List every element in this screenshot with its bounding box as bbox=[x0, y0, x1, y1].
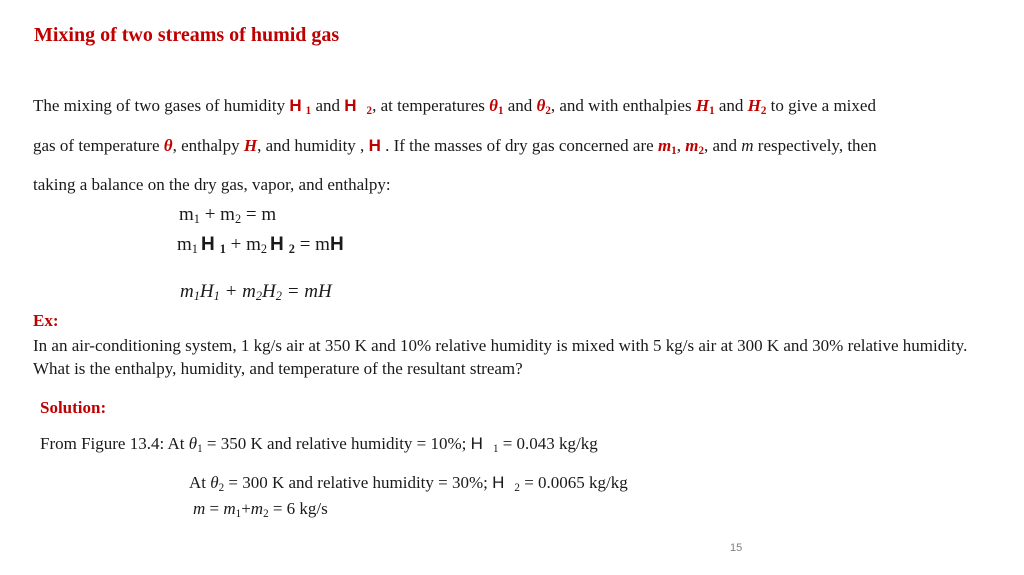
subscript: 2 bbox=[260, 242, 268, 257]
subscript: 2 bbox=[288, 242, 295, 257]
humidity-symbol: H bbox=[368, 136, 381, 155]
text: = m bbox=[294, 234, 330, 255]
solution-label: Solution: bbox=[40, 398, 107, 417]
text: and bbox=[311, 96, 345, 115]
text: , at temperatures bbox=[372, 96, 490, 115]
enthalpy-symbol: H bbox=[243, 136, 258, 155]
temperature-symbol: θ bbox=[188, 434, 198, 453]
subscript: 1 bbox=[213, 289, 220, 304]
enthalpy-symbol: H bbox=[747, 96, 761, 115]
subscript: 1 bbox=[197, 442, 203, 455]
text: = mH bbox=[281, 281, 332, 302]
mass-symbol: m bbox=[657, 136, 672, 155]
subscript: 1 bbox=[193, 212, 200, 227]
example-label: Ex: bbox=[33, 311, 59, 330]
intro-line-1 bbox=[33, 96, 876, 116]
subscript: 1 bbox=[671, 144, 677, 157]
subscript: 1 bbox=[497, 104, 504, 117]
humidity-symbol: H bbox=[329, 234, 344, 255]
humidity-symbol: H bbox=[470, 434, 483, 453]
mass-symbol: m bbox=[250, 499, 264, 518]
subscript: 1 bbox=[305, 104, 312, 117]
temperature-symbol: θ bbox=[163, 136, 173, 155]
solution-line-3 bbox=[193, 499, 328, 519]
equation-enthalpy-balance bbox=[180, 281, 332, 303]
text: = bbox=[205, 499, 224, 518]
humidity-symbol: H bbox=[344, 96, 357, 115]
subscript: 2 bbox=[545, 104, 551, 117]
text: = m bbox=[241, 204, 277, 225]
text: . If the masses of dry gas concerned are bbox=[380, 136, 658, 155]
text: = 0.0065 kg/kg bbox=[519, 473, 628, 492]
equation-mass-balance bbox=[179, 204, 276, 226]
text: m bbox=[180, 281, 194, 302]
text: respectively, then bbox=[753, 136, 877, 155]
intro-line-3: taking a balance on the dry gas, vapor, and enthalpy: bbox=[33, 175, 391, 194]
solution-line-1 bbox=[40, 434, 598, 454]
text: and bbox=[503, 96, 537, 115]
subscript: 2 bbox=[366, 104, 373, 117]
humidity-symbol: H bbox=[270, 234, 284, 255]
subscript: 2 bbox=[234, 212, 242, 227]
subscript: 2 bbox=[218, 481, 225, 494]
subscript: 2 bbox=[760, 104, 767, 117]
mass-symbol: m bbox=[685, 136, 699, 155]
text: , and bbox=[703, 136, 742, 155]
text: = 350 K and relative humidity = 10%; bbox=[202, 434, 471, 453]
humidity-symbol: H bbox=[289, 96, 302, 115]
enthalpy-symbol: H bbox=[199, 281, 214, 302]
text: , and with enthalpies bbox=[550, 96, 696, 115]
text: = 0.043 kg/kg bbox=[498, 434, 598, 453]
text: + m bbox=[199, 204, 235, 225]
text: , and humidity , bbox=[257, 136, 369, 155]
example-text: In an air-conditioning system, 1 kg/s air at 350 K and 10% relative humidity is mixed with 5 kg/s air at 300 K and 30% relative humidity. What is the enthalpy, humidity, and temperature of the resultant stream? bbox=[33, 336, 968, 378]
enthalpy-symbol: H bbox=[695, 96, 710, 115]
subscript: 2 bbox=[698, 144, 704, 157]
text: + m bbox=[225, 234, 261, 255]
intro-line-2 bbox=[33, 136, 877, 156]
subscript: 1 bbox=[492, 442, 499, 455]
text: m bbox=[179, 204, 194, 225]
subscript: 1 bbox=[191, 242, 198, 257]
text: + m bbox=[219, 281, 256, 302]
text: and bbox=[714, 96, 748, 115]
temperature-symbol: θ bbox=[536, 96, 546, 115]
subscript: 1 bbox=[193, 289, 200, 304]
text: At bbox=[189, 473, 211, 492]
text: to give a mixed bbox=[766, 96, 876, 115]
text: gas of temperature bbox=[33, 136, 164, 155]
subscript: 1 bbox=[709, 104, 715, 117]
subscript: 2 bbox=[514, 481, 520, 494]
subscript: 2 bbox=[263, 507, 269, 520]
subscript: 2 bbox=[275, 289, 282, 304]
page-number: 15 bbox=[730, 542, 743, 554]
text: The mixing of two gases of humidity bbox=[33, 96, 290, 115]
humidity-symbol: H bbox=[492, 473, 505, 492]
text: From Figure 13.4: At bbox=[40, 434, 189, 453]
subscript: 1 bbox=[219, 242, 226, 257]
text: = 300 K and relative humidity = 30%; bbox=[224, 473, 493, 492]
subscript: 2 bbox=[255, 289, 263, 304]
temperature-symbol: θ bbox=[210, 473, 219, 492]
text: = 6 kg/s bbox=[268, 499, 328, 518]
text: + bbox=[241, 499, 251, 518]
enthalpy-symbol: H bbox=[262, 281, 276, 302]
text: m bbox=[177, 234, 192, 255]
mass-symbol: m bbox=[741, 136, 754, 155]
solution-line-2 bbox=[189, 473, 628, 493]
equation-vapor-balance bbox=[177, 234, 344, 256]
temperature-symbol: θ bbox=[489, 96, 498, 115]
text: , enthalpy bbox=[172, 136, 244, 155]
humidity-symbol: H bbox=[200, 234, 215, 255]
mass-symbol: m bbox=[193, 499, 206, 518]
slide-title: Mixing of two streams of humid gas bbox=[34, 24, 340, 46]
subscript: 1 bbox=[235, 507, 242, 520]
text: , bbox=[676, 136, 686, 155]
mass-symbol: m bbox=[223, 499, 236, 518]
